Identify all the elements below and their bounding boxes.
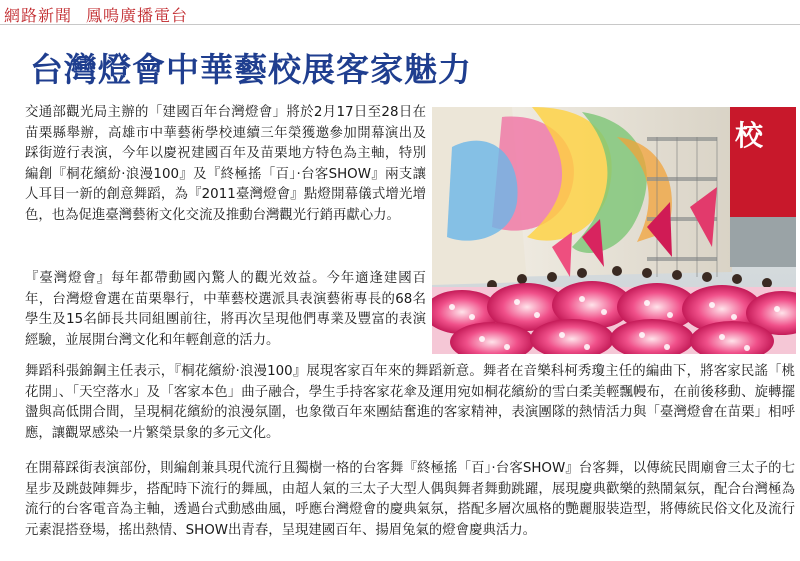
header-divider xyxy=(0,24,800,25)
source-label: 網路新聞 xyxy=(4,6,73,25)
article-paragraph-2: 『臺灣燈會』每年都帶動國內驚人的觀光效益。今年適逢建國百年，台灣燈會選在苗栗舉行，中華藝校選派具表演藝術專長的68名學生及15名師長共同組團前往，將再次呈現他們專業及豐富的表演經驗，並展開台灣文化和年輕創意的活力。 xyxy=(25,271,426,348)
article-title: 台灣燈會中華藝校展客家魅力 xyxy=(30,50,472,89)
station-name: 鳳鳴廣播電台 xyxy=(86,6,189,25)
performance-photo xyxy=(432,107,796,354)
news-source-header xyxy=(4,3,188,26)
article-paragraph-3: 舞蹈科張錦鋼主任表示，『桐花繽紛‧浪漫100』展現客家百年來的舞蹈新意。舞者在音樂科柯秀瓊主任的編曲下，將客家民謠「桃花開」、「天空落水」及「客家本色」曲子融合，學生手持客家花傘及運用宛如桐花繽紛的雪白柔美輕飄幔布，在前後移動、旋轉擺盪與高低開合間，呈現桐花繽紛的浪漫氛圍，也象徵百年來團結奮進的客家精神，表演團隊的熱情活力與「臺灣燈會在苗栗」相呼應，讓觀眾感染一片繁榮景象的多元文化。 xyxy=(25,364,795,441)
article-paragraph-4: 在開幕踩街表演部份，則編創兼具現代流行且獨樹一格的台客舞『終極搖「百」‧台客SHOW』台客舞，以傳統民間廟會三太子的七星步及跳鼓陣舞步，搭配時下流行的舞風，由超人氣的三太子大型人偶與舞者舞動跳躍，展現慶典歡樂的熱鬧氣氛，配合台灣極為流行的台客電音為主軸，透過台式動感曲風，呼應台灣燈會的慶典氣氛，搭配多層次風格的艷麗服裝造型，將傳統民俗文化及流行元素混搭登場，搖出熱情、SHOW出青春，呈現建國百年、揚眉兔氣的燈會慶典活力。 xyxy=(25,461,795,538)
article-paragraph-1: 交通部觀光局主辦的「建國百年台灣燈會」將於2月17日至28日在苗栗縣舉辦，高雄市中華藝術學校連續三年榮獲邀參加開幕演出及踩街遊行表演，今年以慶祝建國百年及苗栗地方特色為主軸，特別編創『桐花繽紛‧浪漫100』及『終極搖「百」‧台客SHOW』兩支讓人耳目一新的創意舞蹈，為『2011臺灣燈會』點燈開幕儀式增光增色，也為促進臺灣藝術文化交流及推動台灣觀光行銷再獻心力。 xyxy=(25,105,426,223)
banner-text: 校 xyxy=(735,119,764,152)
